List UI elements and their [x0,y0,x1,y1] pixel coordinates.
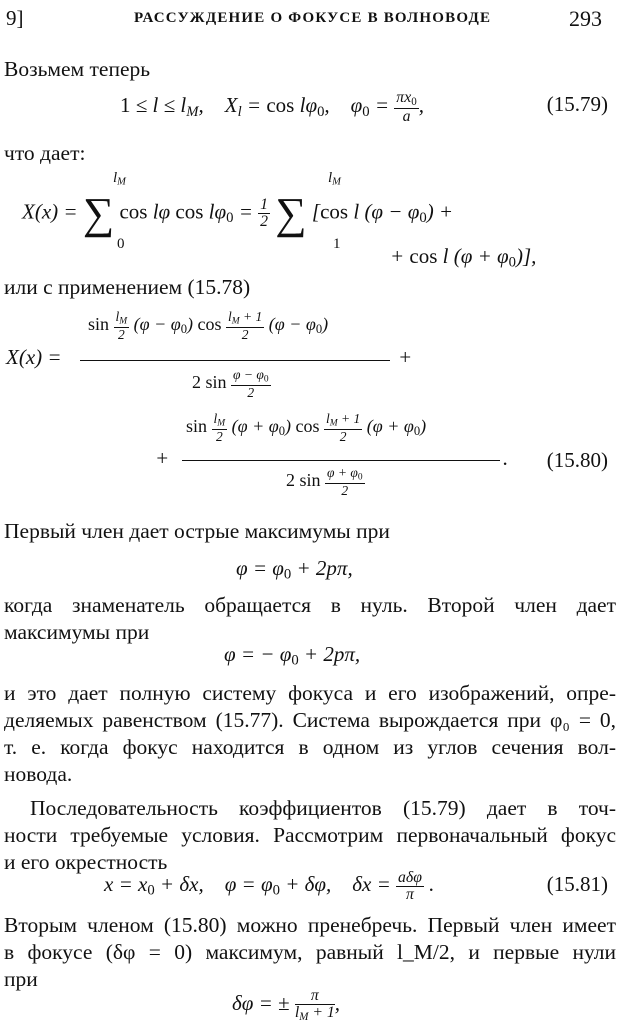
paragraph-system-line2: деляемых равенством (15.77). Система вырождается при φ₀ = 0, [4,708,616,732]
equation-15-80-lhs: X(x) = [6,345,62,369]
paragraph-second-term-line3: при [4,967,38,991]
equation-number-15-81: (15.81) [546,872,608,896]
running-title: РАССУЖДЕНИЕ О ФОКУСЕ В ВОЛНОВОДЕ [134,10,492,26]
paragraph-system-line1: и это дает полную систему фокуса и его изображений, опре- [4,681,616,705]
equation-sum-line1: X(x) = ∑ cos lφ $\cos l\varphi_0$ = $\frac{1}{2}$ ∑ [cos l $(\varphi - \varphi_0)$ + [22,189,454,238]
plus-sign-1: + [398,345,413,369]
paragraph-gives: что дает: [4,141,86,165]
equation-sum-line2: + cos l $(\varphi + \varphi_0)$], [390,244,537,271]
page-number: 293 [569,6,602,31]
paragraph-denominator-line2: максимумы при [4,620,150,644]
equation-15-80-num2: sin $\frac{lM}{2}$ $(\varphi + \varphi_0)$ cos $\frac{lM + 1}{2}$ $(\varphi + \varphi_0)$ [186,411,427,444]
equation-15-80-num1: sin $\frac{lM}{2}$ $(\varphi - \varphi_0)$ cos $\frac{lM + 1}{2}$ $(\varphi - \varphi_0)$ [88,309,329,342]
equation-zeros: δφ = ± $\frac{\pi}{lM + 1}$ , [232,987,341,1023]
section-number: 9] [6,6,24,30]
equation-max2: φ = − $\varphi_0 + 2p\pi$, [224,642,361,669]
period-15-80: . [503,446,509,470]
paragraph-applying: или с применением (15.78) [4,275,251,299]
paragraph-intro: Возьмем теперь [4,57,151,81]
paragraph-system-line3: т. е. когда фокус находится в одном из углов сечения вол- [4,735,616,759]
sum2-upper-limit: lM [328,170,341,188]
fraction-bar-2 [182,460,500,461]
paragraph-first-term: Первый член дает острые максимумы при [4,519,390,543]
sum-lower-limit: 0 [117,236,125,252]
equation-max1: $\varphi = \varphi_0 + 2p\pi$, [236,556,353,583]
paragraph-second-term-line2: в фокусе (δφ = 0) максимум, равный l_M/2, и первые нули [4,940,616,964]
sum-upper-limit: lM [113,170,126,188]
paragraph-coeffs-line2: ности требуемые условия. Рассмотрим первоначальный фокус [4,823,616,847]
plus-sign-2: + [155,446,170,470]
paragraph-coeffs-line3: и его окрестность [4,850,168,874]
paragraph-denominator-line1: когда знаменатель обращается в нуль. Второй член дает [4,593,616,617]
fraction-bar-1 [80,360,390,361]
paragraph-system-line4: новода. [4,762,73,786]
sum2-lower-limit: 1 [333,236,341,252]
equation-15-80-den1: 2 sin $\frac{\varphi - \varphi_0}{2}$ [192,367,269,400]
equation-number-15-79: (15.79) [546,92,608,116]
paragraph-second-term-line1: Вторым членом (15.80) можно пренебречь. Первый член имеет [4,913,616,937]
paragraph-coeffs-line1: Последовательность коэффициентов (15.79) дает в точ- [30,796,616,820]
equation-15-81: $x = x_0 + \delta x$, $\varphi = \varphi_0 + \delta\varphi$, δx = $\frac{\text{aδφ}}{\pi}$ . [104,869,435,903]
equation-number-15-80: (15.80) [546,448,608,472]
equation-15-79: 1 ≤ l ≤ lM, $Xl = \cos l\varphi_0$, $\varphi_0$ = $\frac{\pi x_0}{a}$ , [120,89,424,125]
equation-15-80-den2: 2 sin $\frac{\varphi + \varphi_0}{2}$ [286,465,363,498]
